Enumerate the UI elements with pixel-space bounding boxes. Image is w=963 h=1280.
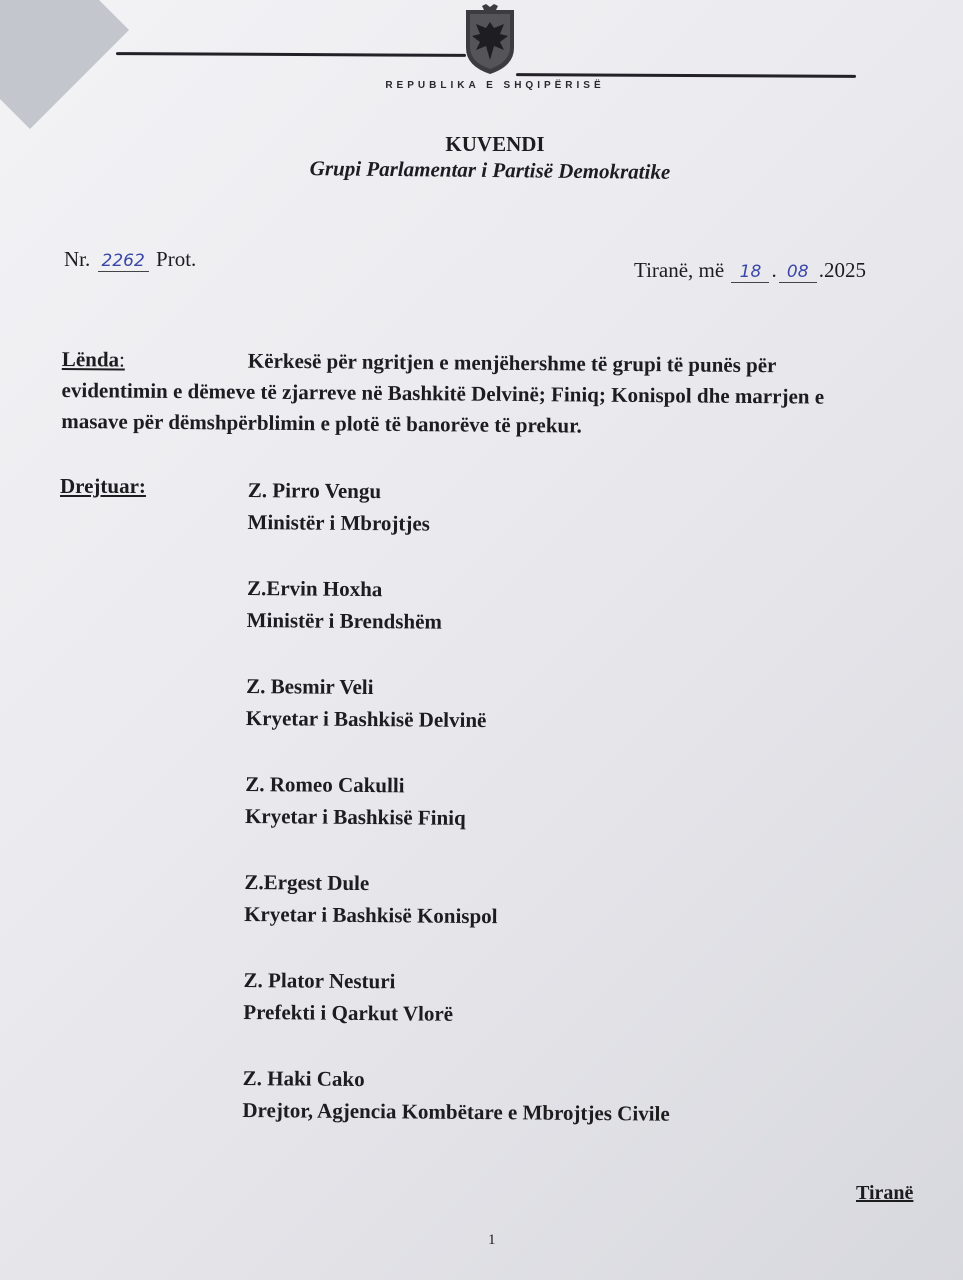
institution-heading: KUVENDI xyxy=(445,132,545,156)
recipient-name: Z. Haki Cako xyxy=(242,1065,365,1092)
date-year: .2025 xyxy=(818,258,866,282)
header-rule-right xyxy=(516,73,856,78)
recipient-item xyxy=(243,964,864,1067)
header-rule-left xyxy=(116,52,466,57)
recipient-item xyxy=(245,670,866,773)
parliamentary-group-heading: Grupi Parlamentar i Partisë Demokratike xyxy=(309,156,671,184)
recipient-title: Kryetar i Bashkisë Delvinë xyxy=(245,705,487,733)
nr-handwritten-value: 2262 xyxy=(98,251,149,272)
recipient-name: Z. Besmir Veli xyxy=(246,673,374,700)
recipient-item xyxy=(247,474,868,577)
recipient-title: Prefekti i Qarkut Vlorë xyxy=(243,999,454,1026)
recipient-name: Z.Ervin Hoxha xyxy=(246,575,383,602)
recipient-title: Kryetar i Bashkisë Konispol xyxy=(244,901,498,929)
date-separator: . xyxy=(771,258,777,282)
recipient-name: Z.Ergest Dule xyxy=(244,869,370,896)
recipient-item xyxy=(242,1062,863,1165)
document-date xyxy=(634,258,866,283)
subject-label: Lënda: xyxy=(61,346,126,372)
recipient-item xyxy=(244,866,865,969)
subject-text: Kërkesë për ngritjen e menjëhershme të grupi të punës për evidentimin e dëmeve të zjarreve në Bashkitë Delvinë; Finiq; Konispol dhe marrjen e masave për dëmshpërblimin e plotë të banorëve të prekur. xyxy=(61,348,825,438)
republic-heading: REPUBLIKA E SHQIPËRISË xyxy=(385,80,605,91)
recipient-name: Z. Plator Nesturi xyxy=(243,967,396,994)
recipient-title: Kryetar i Bashkisë Finiq xyxy=(244,803,466,830)
recipient-item xyxy=(245,768,866,871)
protocol-number xyxy=(64,247,196,272)
prot-label: Prot. xyxy=(156,247,197,271)
recipient-name: Z. Romeo Cakulli xyxy=(245,771,405,798)
page-number: 1 xyxy=(488,1232,496,1248)
date-day: 18 xyxy=(731,262,769,283)
page-corner-shadow xyxy=(0,0,129,129)
recipient-title: Ministër i Mbrojtjes xyxy=(247,509,431,536)
footer-city: Tiranë xyxy=(856,1182,914,1204)
date-month: 08 xyxy=(779,262,817,283)
recipient-item xyxy=(246,572,867,675)
recipient-name: Z. Pirro Vengu xyxy=(247,477,382,504)
albanian-coat-of-arms-icon xyxy=(462,4,518,76)
recipient-list xyxy=(242,474,868,1165)
recipient-title: Ministër i Brendshëm xyxy=(246,607,443,634)
date-prefix: Tiranë, më xyxy=(634,258,725,282)
addressed-label: Drejtuar: xyxy=(60,474,146,498)
recipient-title: Drejtor, Agjencia Kombëtare e Mbrojtjes Civile xyxy=(242,1097,670,1126)
nr-label: Nr. xyxy=(64,247,91,271)
subject-block xyxy=(61,344,862,444)
